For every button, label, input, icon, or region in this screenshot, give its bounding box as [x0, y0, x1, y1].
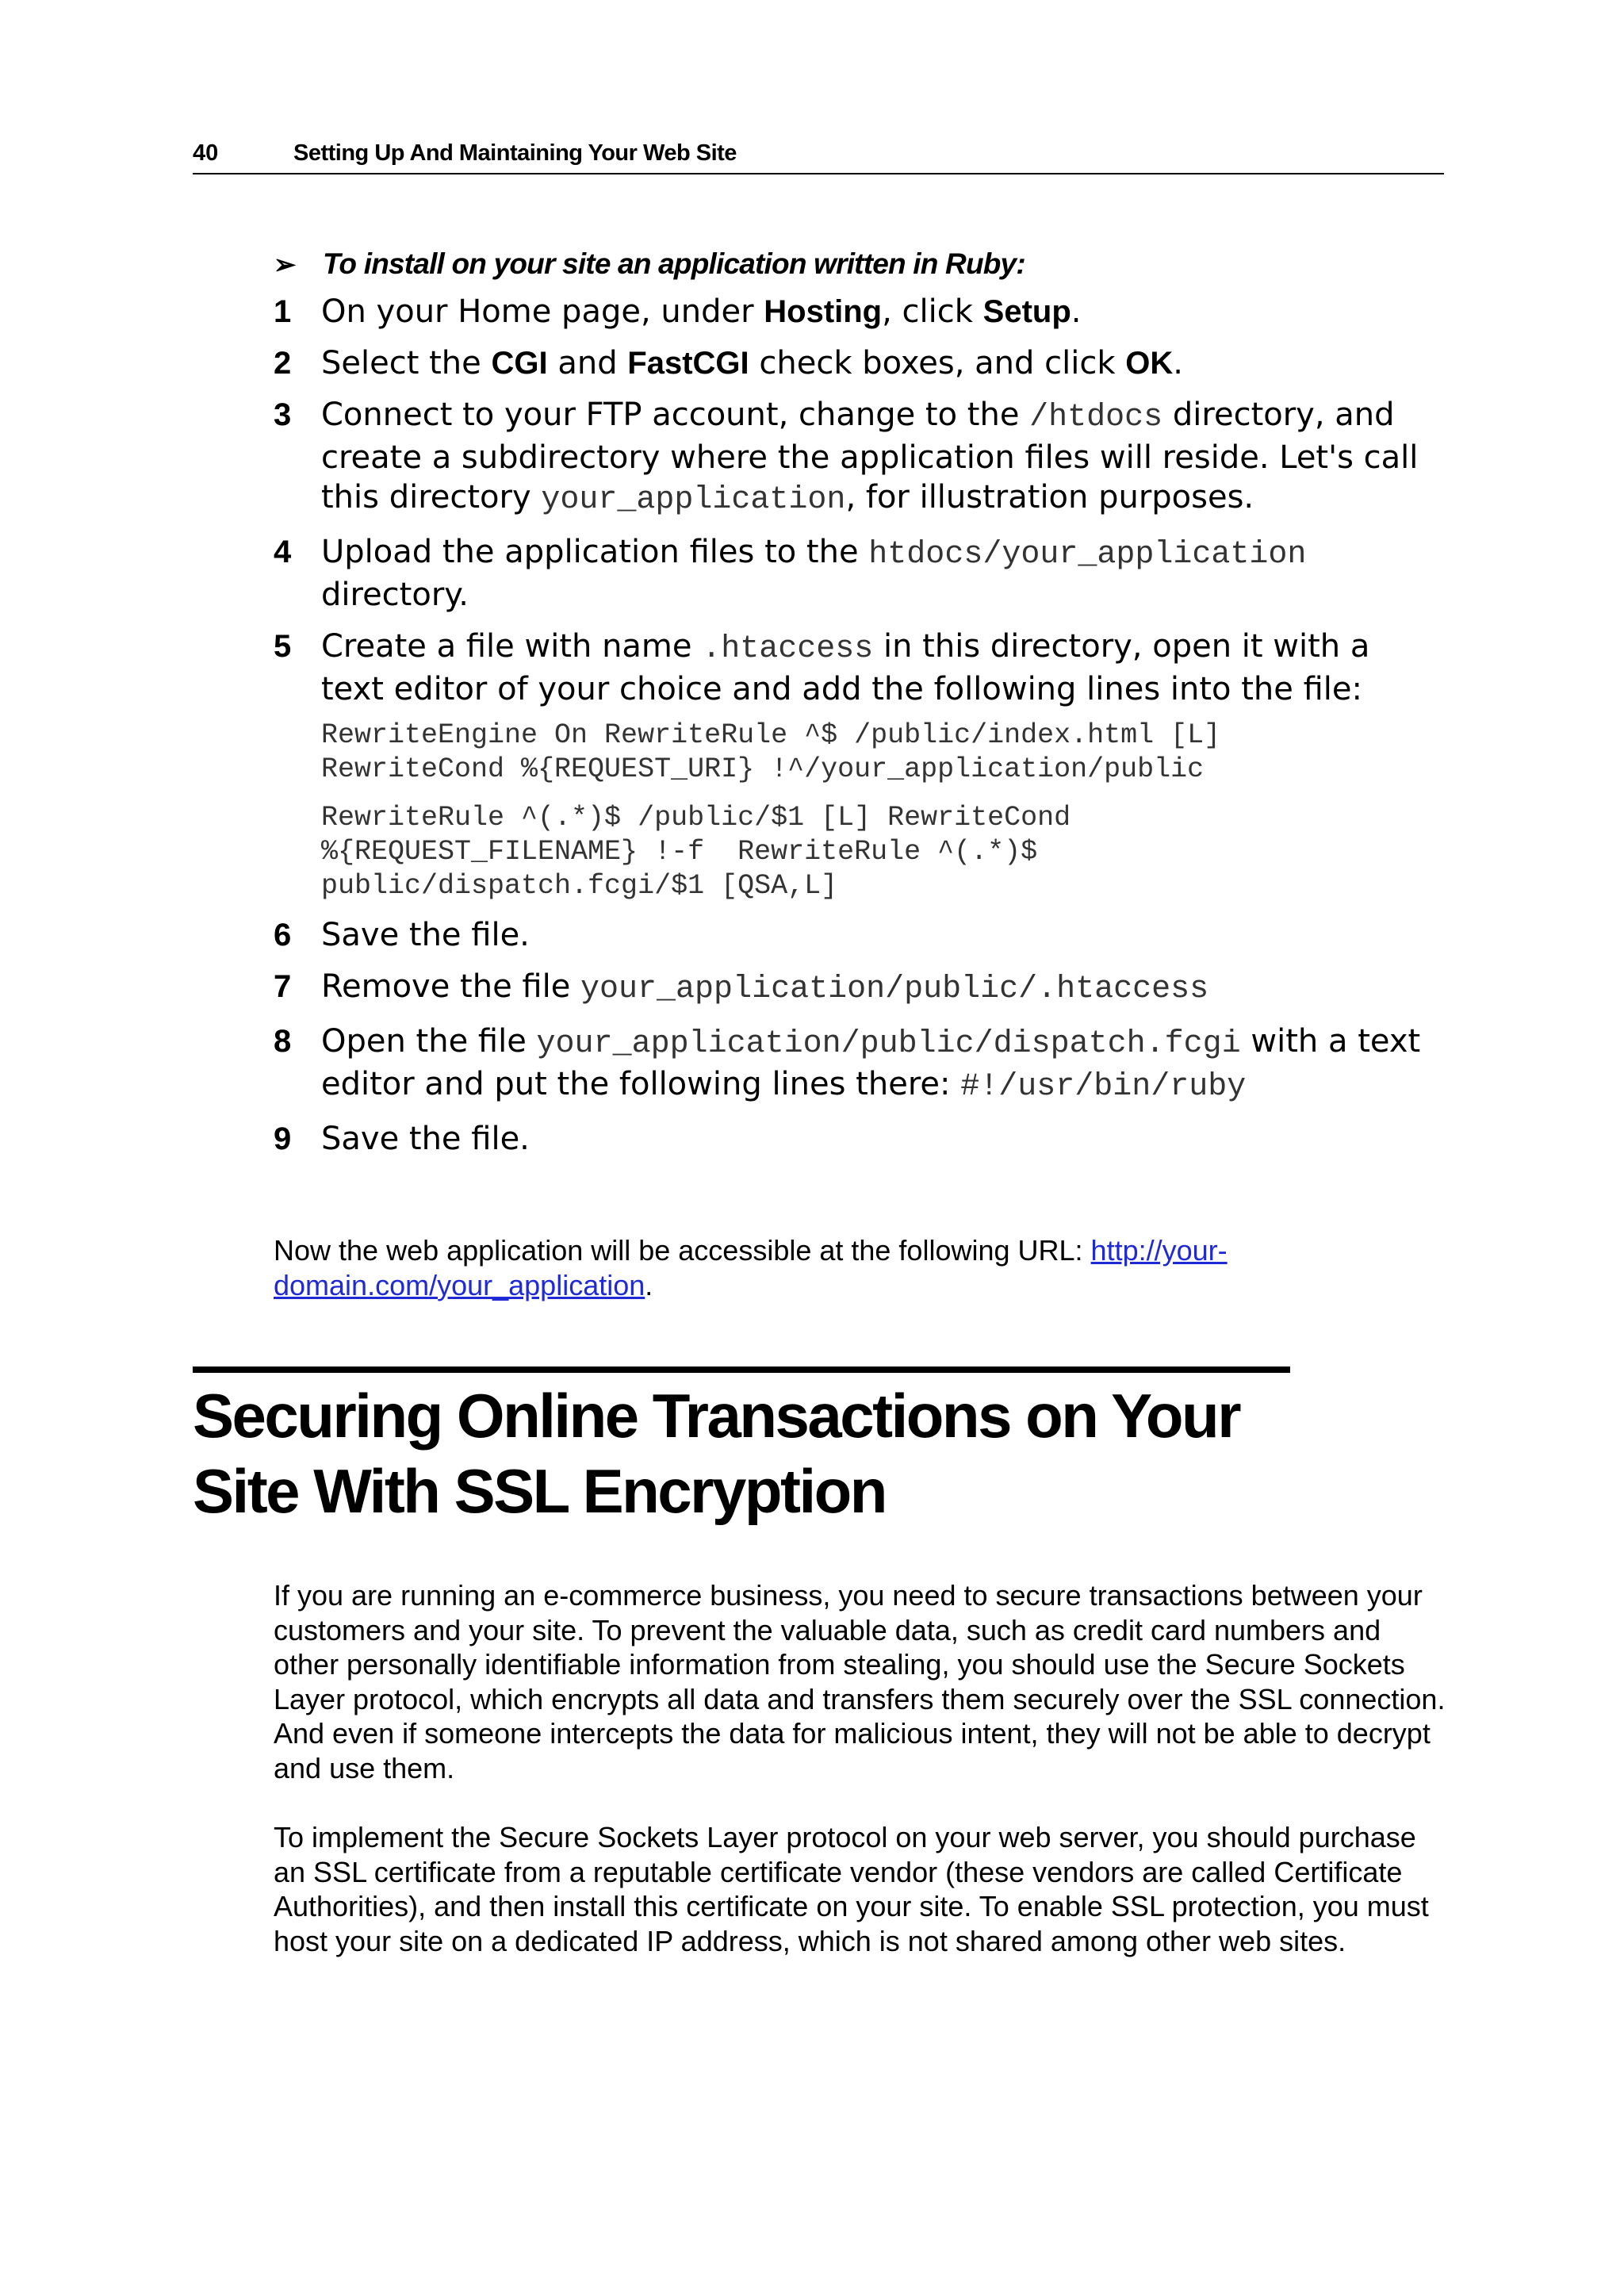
step-7: [274, 967, 1439, 1010]
step-text: Create a file with name: [321, 628, 703, 665]
step-text: with a text editor and put the following lines there:: [321, 1023, 1421, 1102]
step-number: 2: [274, 346, 292, 381]
step-number: 9: [274, 1121, 292, 1156]
section-rule: [193, 1366, 1290, 1373]
step-text: Save the file.: [321, 1121, 530, 1157]
procedure-title: [274, 244, 1025, 285]
code-block: RewriteEngine On RewriteRule ^$ /public/index.html [L] RewriteCond %{REQUEST_URI} !^/your_application/public: [321, 719, 1221, 785]
step-text: Save the file.: [321, 917, 530, 953]
running-header: [193, 133, 1444, 174]
step-number: 7: [274, 969, 292, 1004]
page-number: 40: [193, 140, 219, 166]
url-note-text: Now the web application will be accessible at the following URL:: [274, 1234, 1091, 1267]
ui-term-ok: OK: [1125, 346, 1174, 381]
step-6: [274, 915, 1439, 955]
arrow-bullet-icon: ➢: [274, 250, 296, 280]
step-text: , for illustration purposes.: [845, 479, 1254, 516]
step-text: and: [547, 345, 628, 381]
code-block: RewriteRule ^(.*)$ /public/$1 [L] RewriteCond %{REQUEST_FILENAME} !-f RewriteRule ^(.*)$ public/dispatch.fcgi/$1 [QSA,L]: [321, 802, 1071, 902]
ui-term-setup: Setup: [982, 294, 1071, 329]
section-heading-line-2: Site With SSL Encryption: [193, 1456, 886, 1526]
step-9: [274, 1119, 1439, 1159]
code-path: htdocs/your_application: [868, 537, 1307, 573]
header-title: Setting Up And Maintaining Your Web Site: [293, 140, 737, 166]
step-number: 5: [274, 629, 292, 664]
step-text: check boxes, and click: [749, 345, 1126, 381]
step-number: 6: [274, 918, 292, 953]
code-path: your_application/public/dispatch.fcgi: [536, 1026, 1241, 1062]
step-number: 8: [274, 1024, 292, 1059]
step-number: 3: [274, 397, 292, 432]
section-heading: [193, 1378, 1303, 1529]
ssl-implementation-paragraph: To implement the Secure Sockets Layer protocol on your web server, you should purchase an SSL certificate from a reputable certificate vendor (these vendors are called Certificate Authorities), and then install this certificate on your site. To enable SSL protection, you must host your site on a dedicated IP address, which is not shared among other web sites.: [274, 1821, 1429, 1957]
step-text: .: [1071, 293, 1082, 330]
step-2: [274, 343, 1439, 383]
step-text: Open the file: [321, 1023, 537, 1060]
procedure-steps: [274, 292, 1439, 1171]
step-text: Connect to your FTP account, change to the: [321, 397, 1030, 433]
step-text: directory, and create a subdirectory where the application files will reside. Let's call this directory: [321, 397, 1419, 516]
step-text: Select the: [321, 345, 492, 381]
code-path: /htdocs: [1029, 400, 1163, 435]
step-3: [274, 395, 1439, 520]
step-1: [274, 292, 1439, 332]
step-text: Remove the file: [321, 968, 581, 1005]
step-text: On your Home page, under: [321, 293, 764, 330]
ui-term-hosting: Hosting: [764, 294, 883, 329]
step-4: [274, 532, 1439, 615]
code-path: your_application: [541, 482, 846, 518]
step-text: , click: [882, 293, 983, 330]
ui-term-cgi: CGI: [491, 346, 548, 381]
ssl-intro-paragraph: If you are running an e-commerce business, you need to secure transactions between your customers and your site. To prevent the valuable data, such as credit card numbers and other personally identifiable information from stealing, you should use the Secure Sockets Layer protocol, which encrypts all data and transfers them securely over the SSL connection. And even if someone intercepts the data for malicious intent, they will not be able to decrypt and use them.: [274, 1579, 1446, 1784]
ui-term-fastcgi: FastCGI: [627, 346, 749, 381]
code-path: your_application/public/.htaccess: [580, 972, 1209, 1007]
step-text: .: [1173, 345, 1183, 381]
step-5: [274, 627, 1439, 903]
step-text: directory.: [321, 577, 469, 613]
step-8: [274, 1022, 1439, 1107]
section-heading-line-1: Securing Online Transactions on Your: [193, 1381, 1240, 1451]
step-number: 4: [274, 535, 292, 569]
code-shebang: #!/usr/bin/ruby: [960, 1069, 1247, 1105]
url-note: [274, 1233, 1447, 1302]
step-text: Upload the application files to the: [321, 534, 869, 570]
application-url-link[interactable]: http://your-domain.com/your_application: [274, 1234, 1228, 1301]
code-filename: .htaccess: [702, 631, 874, 667]
step-number: 1: [274, 294, 292, 329]
step-text: in this directory, open it with a text editor of your choice and add the following lines into the file:: [321, 628, 1370, 707]
procedure-title-text: To install on your site an application written in Ruby:: [323, 247, 1025, 280]
url-note-end: .: [645, 1268, 653, 1301]
